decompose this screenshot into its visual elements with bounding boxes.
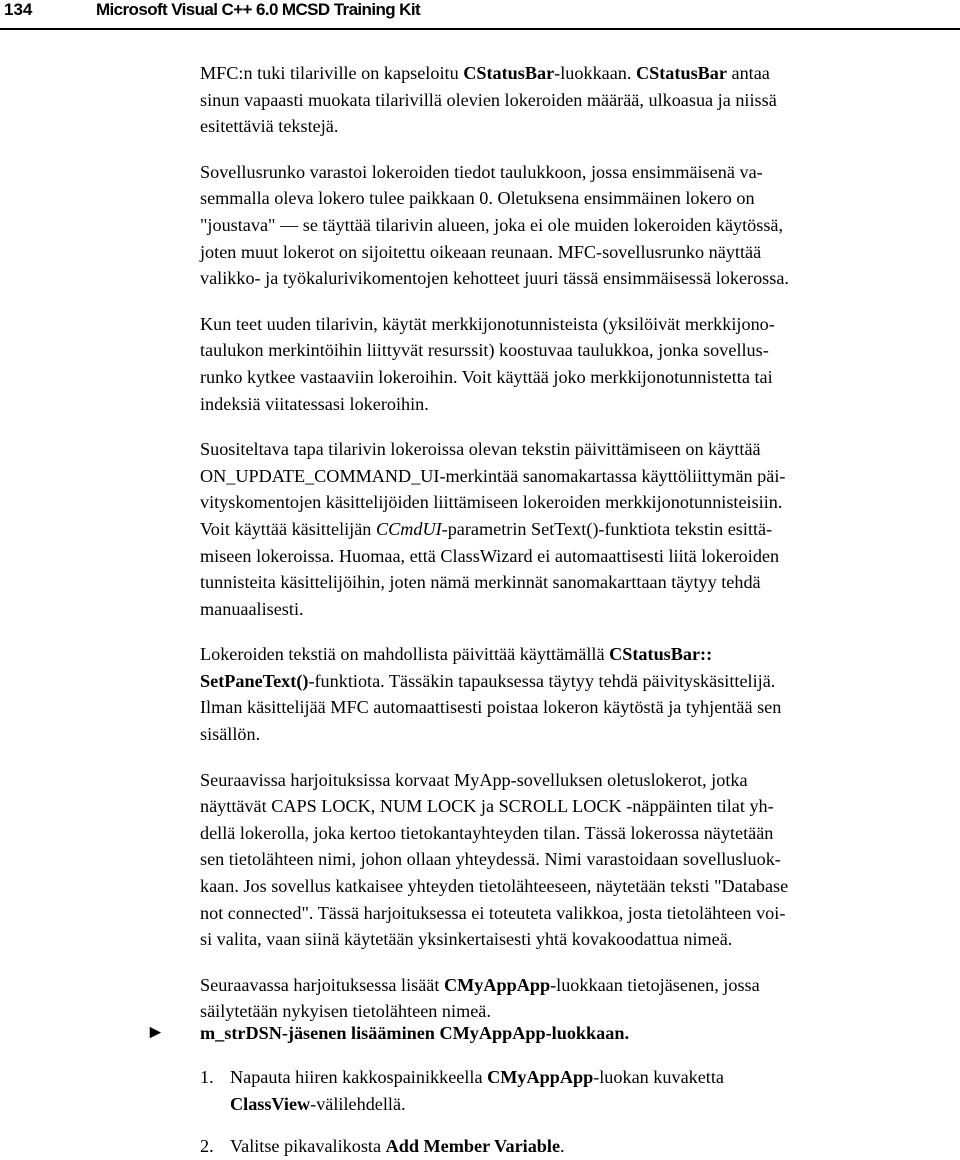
running-title: Microsoft Visual C++ 6.0 MCSD Training Kit [96,0,421,19]
text-run: CMyAppApp [487,1067,594,1087]
page-number: 134 [4,0,33,19]
text-run: semmalla oleva lokero tulee paikkaan 0. Oletuksena ensimmäinen lokero on [200,188,755,209]
text-run: Sovellusrunko varastoi lokeroiden tiedot taulukkoon, jossa ensimmäisenä va- [200,161,763,182]
paragraph [200,767,950,953]
text-run: CMyAppApp [443,974,551,995]
step-text-line [230,1133,960,1160]
text-run: "joustava" — se täyttää tilarivin alueen, joka ei ole muiden lokeroiden käytössä, [200,214,784,235]
text-line [200,311,950,338]
text-line [200,436,950,463]
page-header [0,0,960,44]
text-run: MFC:n tuki tilariville on kapseloitu [200,63,464,83]
text-run: Voit käyttää käsittelijän [200,518,376,539]
text-line [200,489,950,516]
step-text-line [230,1091,960,1118]
text-line [200,668,950,695]
text-line [200,239,950,266]
text-run: -parametrin SetText()-funktiota tekstin esittä- [441,518,773,539]
text-line [200,212,950,239]
paragraph [200,972,950,1025]
text-line [200,60,950,87]
text-run: näyttävät CAPS LOCK, NUM LOCK ja SCROLL LOCK -näppäinten tilat yh- [200,796,774,817]
text-line [200,113,950,140]
text-run: runko kytkee vastaaviin lokeroihin. Voit käyttää joko merkkijonotunnistetta tai [200,366,773,387]
text-run: manuaalisesti. [200,598,304,619]
paragraph [200,60,950,140]
text-run: CStatusBar [636,63,727,83]
text-line [200,516,950,543]
text-run: vityskomentojen käsittelijöiden liittämiseen lokeroiden merkkijonotunnisteisiin. [200,492,783,513]
text-line [200,641,950,668]
text-run: ON_UPDATE_COMMAND_UI-merkintää sanomakartassa käyttöliittymän päi- [200,465,786,486]
text-run: Napauta hiiren kakkospainikkeella [230,1067,488,1087]
text-run: esitettäviä tekstejä. [200,116,339,137]
text-run: CStatusBar [463,63,555,83]
text-run: joten muut lokerot on sijoitettu oikeaan reunaan. MFC-sovellusrunko näyttää [200,241,762,262]
paragraph [200,159,950,292]
text-run: Lokeroiden tekstiä on mahdollista päivittää käyttämällä [200,644,610,665]
text-run: CCmdUI [375,518,442,539]
text-line [200,265,950,292]
text-line [200,463,950,490]
text-line [200,543,950,570]
text-line [200,569,950,596]
text-run: -luokkaan tietojäsenen, jossa [550,974,760,995]
text-line [200,694,950,721]
text-line [200,926,950,953]
text-line [200,391,950,418]
procedure-title: m_strDSN-jäsenen lisääminen CMyAppApp-luokkaan. [200,1023,629,1043]
text-run: tunnisteita käsittelijöihin, joten nämä merkinnät sanomakarttaan täytyy tehdä [200,572,761,593]
text-run: -luokkaan. [554,63,636,83]
text-run: indeksiä viitatessasi lokeroihin. [200,393,429,414]
text-run: -funktiota. Tässäkin tapauksessa täytyy tehdä päivityskäsittelijä. [308,670,776,691]
text-line [200,900,950,927]
text-run: si valita, vaan siinä käytetään yksinkertaisesti yhtä kovakoodattua nimeä. [200,929,733,950]
text-line [200,846,950,873]
text-run: not connected". Tässä harjoituksessa ei toteuteta valikkoa, josta tietolähteen voi- [200,902,786,923]
text-line [200,721,950,748]
text-run: Add Member Variable [385,1136,561,1157]
paragraph [200,311,950,417]
text-line [200,972,950,999]
text-line [200,337,950,364]
text-line [200,820,950,847]
text-run: sisällön. [200,724,261,745]
text-run: Suositeltava tapa tilarivin lokeroissa olevan tekstin päivittämiseen on käyttää [200,439,761,460]
text-run: Seuraavissa harjoituksissa korvaat MyApp-sovelluksen oletuslokerot, jotka [200,769,748,790]
step-number: 1. [200,1067,214,1087]
text-run: SetPaneText() [200,670,309,691]
paragraph [200,641,950,747]
text-line [200,185,950,212]
text-line [200,873,950,900]
text-run: Kun teet uuden tilarivin, käytät merkkijonotunnisteista (yksilöivät merkkijono- [200,313,775,334]
text-run: antaa [726,63,770,83]
text-run: valikko- ja työkalurivikomentojen kehotteet juuri tässä ensimmäisessä lokerossa. [200,268,789,289]
text-run: ClassView [230,1093,311,1114]
text-run: -luokan kuvaketta [593,1067,724,1087]
text-line [200,596,950,623]
text-run: Seuraavassa harjoituksessa lisäät [200,974,444,995]
text-run: Ilman käsittelijää MFC automaattisesti poistaa lokeron käytöstä ja tyhjentää sen [200,697,782,718]
body-text [200,60,950,1044]
text-line [200,159,950,186]
text-run: kaan. Jos sovellus katkaisee yhteyden tietolähteeseen, näytetään teksti "Database [200,876,789,897]
text-run: säilytetään nykyisen tietolähteen nimeä. [200,1001,491,1022]
step-number: 2. [200,1136,214,1157]
text-line [200,87,950,114]
text-run: miseen lokeroissa. Huomaa, että ClassWizard ei automaattisesti liitä lokeroiden [200,545,780,566]
text-run: -välilehdellä. [310,1093,406,1114]
text-line [200,793,950,820]
text-run: dellä lokerolla, joka kertoo tietokantayhteyden tilan. Tässä lokerossa näytetään [200,822,774,843]
text-line [200,767,950,794]
text-run: . [560,1136,565,1157]
text-run: CStatusBar:: [609,644,713,665]
header-rule [0,28,960,30]
text-run: taulukon merkintöihin liittyvät resurssit) koostuvaa taulukkoa, jonka sovellus- [200,340,769,361]
paragraph [200,436,950,622]
text-line [200,364,950,391]
step-text-line [230,1064,960,1091]
text-run: sen tietolähteen nimi, johon ollaan yhteydessä. Nimi varastoidaan sovellusluok- [200,849,781,870]
procedure-arrow-icon: ► [146,1022,165,1043]
text-run: Valitse pikavalikosta [230,1136,386,1157]
text-run: sinun vapaasti muokata tilarivillä olevien lokeroiden määrää, ulkoasua ja niissä [200,89,777,110]
